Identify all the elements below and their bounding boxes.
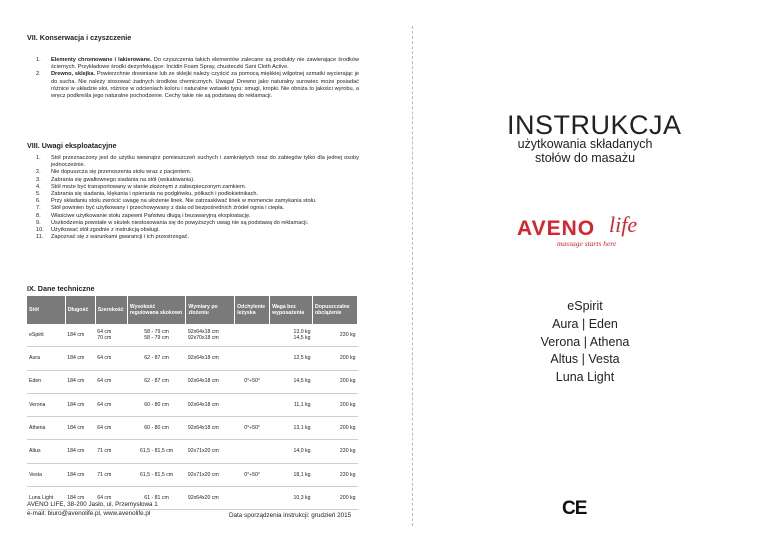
item-text: Nie dopuszcza się przenoszenia stołu wraz z pacjentem.	[51, 169, 192, 176]
table-cell: 0°÷50°	[235, 417, 270, 440]
item-number: 10.	[36, 227, 44, 234]
logo-aveno-text: AVENO	[517, 217, 596, 240]
item-number: 2.	[36, 169, 41, 176]
table-row	[27, 393, 358, 416]
model-name: eSpirit	[567, 299, 603, 313]
list-item	[27, 234, 359, 241]
table-cell: 230 kg	[313, 440, 358, 463]
table-cell: 64 cm	[95, 393, 127, 416]
table-row	[27, 440, 358, 463]
table-cell: Verona	[27, 393, 65, 416]
table-cell: 18,1 kg	[270, 463, 313, 486]
table-cell: 200 kg	[313, 487, 358, 510]
table-cell: Altus	[27, 440, 65, 463]
model-name: Altus | Vesta	[550, 352, 620, 367]
cover-subtitle-line1: użytkowania składanych	[517, 137, 653, 151]
list-item	[27, 220, 359, 227]
column-header: Długość	[65, 296, 95, 324]
table-cell	[235, 440, 270, 463]
item-text: Stół może być transportowany w stanie złożonym z zabezpieczonym zamkiem.	[51, 183, 247, 190]
column-header: Dopuszczalne obciążenie	[313, 296, 358, 324]
table-cell: 62 - 87 cm	[127, 370, 186, 393]
item-text: Zabrania się siadania, klękania i opierania na podgłówku, półkach i podłokietnikach.	[51, 191, 259, 198]
table-cell: 200 kg	[313, 347, 358, 370]
table-cell	[235, 347, 270, 370]
table-cell: 11,1 kg	[270, 393, 313, 416]
table-cell: 12,5 kg	[270, 347, 313, 370]
item-number: 5.	[36, 191, 41, 198]
table-cell	[235, 487, 270, 510]
cover-page	[420, 0, 768, 543]
model-list	[515, 298, 655, 387]
table-cell: Aura	[27, 347, 65, 370]
list-item	[27, 227, 359, 234]
table-cell: 64 cm	[95, 487, 127, 510]
item-text: Zapoznać się z warunkami gwarancji i ich przestrzegać.	[51, 234, 190, 241]
table-cell: 60 - 80 cm	[127, 417, 186, 440]
table-row	[27, 324, 358, 347]
table-cell: Luna Light	[27, 487, 65, 510]
table-cell: 64 cm	[95, 370, 127, 393]
item-text: Powierzchnie drewniane lub ze sklejki należy czyścić za pomocą miękkiej wilgotnej szmatki wycierając je do sucha. Nie należy stosować żadnych środków chemicznych. Uwaga! Drewno jako naturalny surowiec może posiadać różnice w układzie słoi, różnice w odcieniach koloru i naturalne wstawki typu: smugi, kropki. Nie obniża to jakości wyrobu, a wręcz podkreśla jego naturalne pochodzenie. Cechy takie nie są podstawą do reklamacji.	[51, 71, 359, 100]
cover-subtitle	[510, 137, 660, 165]
section-heading-usage-notes: VIII. Uwagi eksploatacyjne	[27, 141, 117, 150]
left-page	[27, 0, 364, 543]
column-header: Odchylenie leżyska	[235, 296, 270, 324]
table-cell: 184 cm	[65, 417, 95, 440]
table-cell: 230 kg	[313, 463, 358, 486]
table-row	[27, 370, 358, 393]
list-item	[27, 184, 359, 191]
maintenance-list	[27, 57, 359, 100]
table-cell: 92x64x18 cm	[186, 417, 235, 440]
table-cell: 200 kg	[313, 370, 358, 393]
table-cell: 13,0 kg 14,5 kg	[270, 324, 313, 347]
fold-divider	[412, 26, 413, 526]
table-cell: 200 kg	[313, 393, 358, 416]
section-heading-maintenance: VII. Konserwacja i czyszczenie	[27, 33, 132, 42]
table-cell: 64 cm	[95, 347, 127, 370]
company-footer	[27, 500, 158, 518]
item-lead: Drewno, sklejka.	[51, 71, 96, 78]
table-cell: Eden	[27, 370, 65, 393]
table-cell: 58 - 79 cm 58 - 79 cm	[127, 324, 186, 347]
list-item	[27, 198, 359, 205]
table-cell: 92x71x20 cm	[186, 440, 235, 463]
item-number: 6.	[36, 198, 41, 205]
item-text: Przy składaniu stołu zwrócić uwagę na ułożenie linek. Nie zatrzaskiwać linek w momencie zamykania stołu.	[51, 198, 317, 205]
table-cell: 64 cm 70 cm	[95, 324, 127, 347]
table-cell: 200 kg	[313, 417, 358, 440]
table-cell: 14,0 kg	[270, 440, 313, 463]
company-contact: e-mail: biuro@avenolife.pl, www.avenolife.pl	[27, 510, 151, 517]
list-item	[27, 177, 359, 184]
table-cell: 0°÷50°	[235, 370, 270, 393]
table-cell: 14,5 kg	[270, 370, 313, 393]
item-number: 1.	[36, 155, 41, 161]
item-number: 2.	[36, 71, 41, 78]
table-cell: 184 cm	[65, 463, 95, 486]
cover-subtitle-line2: stołów do masażu	[534, 151, 636, 165]
item-lead: Elementy chromowane i lakierowane.	[51, 57, 152, 63]
table-cell: 92x64x18 cm 92x70x18 cm	[186, 324, 235, 347]
table-row	[27, 463, 358, 486]
technical-data-table	[27, 296, 358, 510]
table-cell: 71 cm	[95, 440, 127, 463]
item-number: 4.	[36, 183, 41, 190]
item-number: 1.	[36, 57, 41, 63]
table-cell: 60 - 80 cm	[127, 393, 186, 416]
table-cell	[235, 324, 270, 347]
table-cell: 92x64x18 cm	[186, 347, 235, 370]
table-cell: Athena	[27, 417, 65, 440]
table-cell: 64 cm	[95, 417, 127, 440]
item-text: Stół powinien być użytkowany i przechowywany z dala od bezpośrednich źródeł ognia i ciepła.	[51, 205, 285, 212]
item-text: Stół przeznaczony jest do użytku wewnątrz pomieszczeń suchych i zamkniętych oraz do zabiegów tylko dla jednej osoby jednocześnie.	[51, 155, 359, 169]
item-number: 11.	[36, 234, 44, 241]
item-number: 8.	[36, 212, 41, 219]
model-name: Verona | Athena	[540, 334, 630, 349]
section-heading-technical-data: IX. Dane techniczne	[27, 284, 95, 293]
table-cell: 184 cm	[65, 487, 95, 510]
model-name: Luna Light	[555, 370, 615, 385]
table-cell: 184 cm	[65, 440, 95, 463]
table-row	[27, 417, 358, 440]
table-cell: 92x64x18 cm	[186, 393, 235, 416]
list-item	[27, 155, 359, 169]
manual-date: Data sporządzenia instrukcji: grudzień 2015	[229, 512, 352, 519]
table-cell	[235, 393, 270, 416]
table-cell: 184 cm	[65, 324, 95, 347]
usage-notes-list	[27, 155, 359, 241]
table-cell: 92x71x20 cm	[186, 463, 235, 486]
list-item	[27, 169, 359, 176]
table-cell: 184 cm	[65, 347, 95, 370]
table-cell: Vesta	[27, 463, 65, 486]
table-cell: eSpirit	[27, 324, 65, 347]
item-text: Zabrania się gwałtownego siadania na stół (wskakiwania).	[51, 176, 195, 183]
list-item	[27, 213, 359, 220]
table-cell: 61,5 - 81,5 cm	[127, 440, 186, 463]
table-cell: 184 cm	[65, 393, 95, 416]
item-text: Uszkodzenia powstałe w skutek niestosowania się do powyższych uwag nie są podstawą do reklamacji.	[51, 219, 309, 226]
logo-tagline: massage starts here	[557, 239, 617, 248]
company-address: AVENO LIFE, 38-200 Jasło, ul. Przemysłowa 1	[27, 501, 158, 508]
table-cell: 61,5 - 81,5 cm	[127, 463, 186, 486]
column-header: Waga bez wyposażenia	[270, 296, 313, 324]
column-header: Wysokość regulowana skokowo	[127, 296, 186, 324]
item-text: Do czyszczenia takich elementów zalecane są produkty nie zawierające środków ściernych. Przykładowe środki dezynfekujące: Incidin Foam Spray, chusteczki Sani Cloth Active.	[51, 57, 360, 71]
table-cell: 13,1 kg	[270, 417, 313, 440]
table-cell: 230 kg	[313, 324, 358, 347]
table-cell: 0°÷50°	[235, 463, 270, 486]
aveno-life-logo	[517, 212, 652, 257]
table-cell: 184 cm	[65, 370, 95, 393]
cover-title: INSTRUKCJA	[507, 110, 682, 140]
item-text: Użytkować stół zgodnie z instrukcją obsługi.	[51, 227, 160, 234]
item-text: Właściwe użytkowanie stołu zapewni Państwu długą i bezawaryjną eksploatację.	[51, 212, 251, 219]
column-header: Wymiary po złożeniu	[186, 296, 235, 324]
table-cell: 62 - 87 cm	[127, 347, 186, 370]
table-cell: 61 - 81 cm	[127, 487, 186, 510]
model-name: Aura | Eden	[552, 316, 618, 331]
item-number: 7.	[36, 205, 41, 212]
table-cell: 10,3 kg	[270, 487, 313, 510]
column-header: Stół	[27, 296, 65, 324]
table-cell: 71 cm	[95, 463, 127, 486]
table-cell: 92x64x20 cm	[186, 487, 235, 510]
list-item	[27, 205, 359, 212]
table-cell: 92x64x18 cm	[186, 370, 235, 393]
item-number: 9.	[36, 219, 41, 226]
column-header: Szerokość	[95, 296, 127, 324]
item-number: 3.	[36, 176, 41, 183]
table-row	[27, 347, 358, 370]
list-item	[27, 57, 359, 71]
list-item	[27, 191, 359, 198]
ce-mark-icon: CE	[562, 498, 587, 519]
logo-life-text: life	[609, 212, 638, 237]
list-item	[27, 71, 359, 100]
